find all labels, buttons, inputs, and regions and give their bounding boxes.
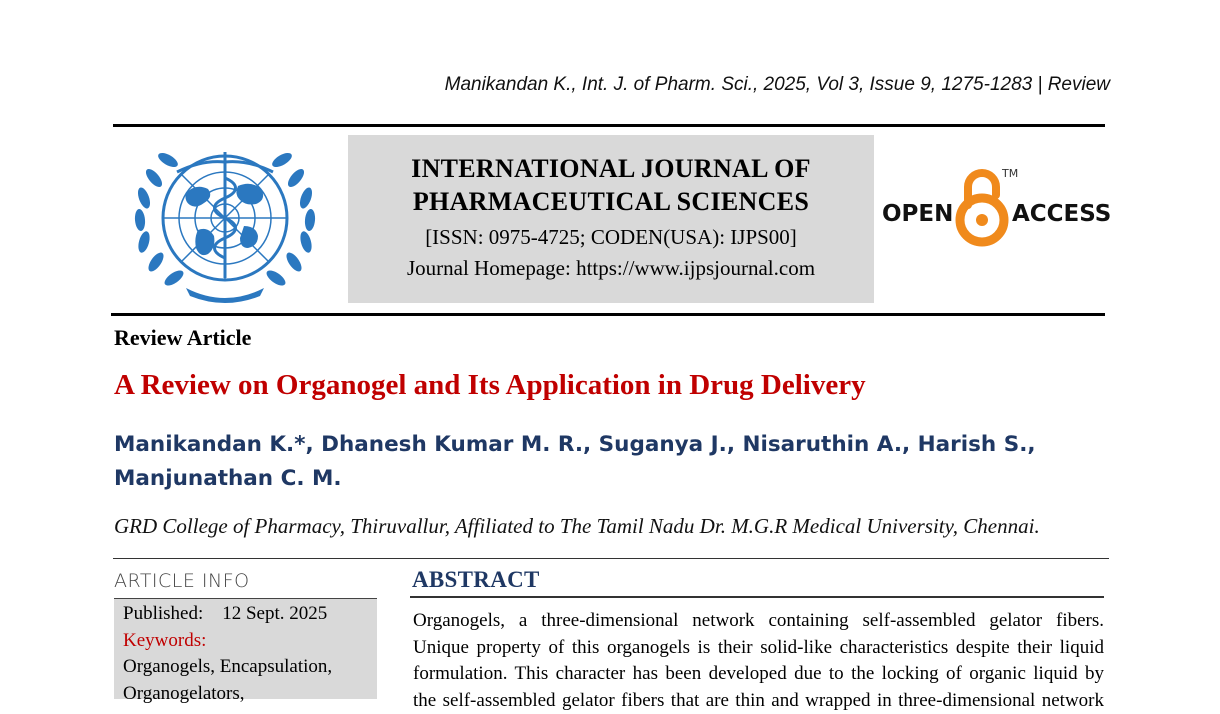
open-access-left-text: OPEN	[882, 201, 953, 227]
section-divider	[113, 558, 1109, 559]
abstract-line2: Unique property of this organogels is their solid-like characteristics despite their liquid	[413, 635, 1104, 662]
abstract-line1: Organogels, a three-dimensional network containing self-assembled gelator fibers.	[413, 608, 1104, 635]
article-title: A Review on Organogel and Its Application in Drug Delivery	[114, 369, 866, 402]
keywords-line2: Organogelators,	[123, 681, 377, 708]
open-access-right-text: ACCESS	[1012, 201, 1111, 227]
abstract-body	[413, 608, 1104, 714]
abstract-rule	[410, 596, 1104, 598]
article-info-heading: ARTICLE INFO	[114, 570, 250, 592]
masthead-bottom-rule	[111, 313, 1105, 316]
top-rule	[113, 124, 1105, 127]
author-list	[114, 428, 1104, 496]
trademark-mark: TM	[1002, 167, 1018, 180]
journal-issn: [ISSN: 0975-4725; CODEN(USA): IJPS00]	[348, 221, 874, 253]
affiliation: GRD College of Pharmacy, Thiruvallur, Affiliated to The Tamil Nadu Dr. M.G.R Medical University, Chennai.	[114, 514, 1040, 539]
running-citation: Manikandan K., Int. J. of Pharm. Sci., 2025, Vol 3, Issue 9, 1275-1283 | Review	[445, 74, 1110, 96]
article-type: Review Article	[114, 325, 251, 351]
article-info-panel	[114, 599, 377, 699]
keywords-line1: Organogels, Encapsulation,	[123, 654, 377, 681]
journal-homepage-link[interactable]: Journal Homepage: https://www.ijpsjournal.com	[348, 253, 874, 283]
journal-masthead	[348, 135, 874, 303]
published-row	[123, 601, 377, 628]
open-access-badge	[880, 165, 1108, 255]
abstract-line4: the self-assembled gelator fibers that are thin and wrapped in three-dimensional network	[413, 688, 1104, 714]
journal-logo-icon	[126, 138, 324, 308]
journal-name-line2: PHARMACEUTICAL SCIENCES	[348, 185, 874, 218]
authors-line1: Manikandan K.*, Dhanesh Kumar M. R., Suganya J., Nisaruthin A., Harish S.,	[114, 428, 1104, 462]
abstract-heading: ABSTRACT	[412, 567, 540, 593]
authors-line2: Manjunathan C. M.	[114, 462, 1104, 496]
journal-name-line1: INTERNATIONAL JOURNAL OF	[348, 152, 874, 185]
abstract-line3: formulation. This character has been developed due to the locking of organic liquid by	[413, 661, 1104, 688]
published-label: Published:	[123, 603, 203, 624]
keywords-label: Keywords:	[123, 628, 377, 655]
published-date: 12 Sept. 2025	[222, 603, 327, 624]
